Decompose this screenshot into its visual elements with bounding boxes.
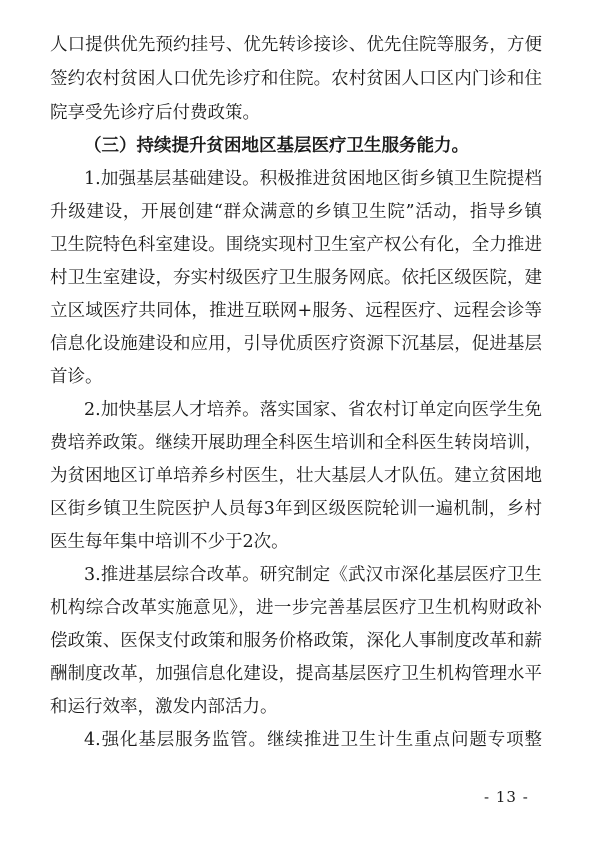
text-line: 签约农村贫困人口优先诊疗和住院。农村贫困人口区内门诊和住	[50, 69, 542, 89]
text-line: 费培养政策。继续开展助理全科医生培训和全科医生转岗培训，	[50, 433, 542, 453]
text-line: 3.推进基层综合改革。研究制定《武汉市深化基层医疗卫生	[84, 565, 542, 585]
text-line: 首诊。	[50, 367, 103, 387]
text-line: 1.加强基层基础建设。积极推进贫困地区街乡镇卫生院提档	[84, 169, 542, 189]
page-number: - 13 -	[484, 788, 529, 806]
text-line: 升级建设，开展创建“群众满意的乡镇卫生院”活动，指导乡镇	[50, 202, 542, 222]
text-line: 信息化设施建设和应用，引导优质医疗资源下沉基层，促进基层	[50, 334, 542, 354]
text-line: 机构综合改革实施意见》，进一步完善基层医疗卫生机构财政补	[50, 598, 542, 618]
text-line: 人口提供优先预约挂号、优先转诊接诊、优先住院等服务，方便	[50, 35, 542, 55]
text-line: 立区域医疗共同体，推进互联网+服务、远程医疗、远程会诊等	[50, 301, 542, 321]
text-line: 为贫困地区订单培养乡村医生，壮大基层人才队伍。建立贫困地	[50, 466, 542, 486]
text-line: 院享受先诊疗后付费政策。	[50, 103, 260, 123]
section-heading: （三）持续提升贫困地区基层医疗卫生服务能力。	[84, 136, 469, 156]
text-line: 和运行效率，激发内部活力。	[50, 697, 278, 717]
text-line: 4.强化基层服务监管。继续推进卫生计生重点问题专项整	[84, 730, 542, 750]
text-line: 2.加快基层人才培养。落实国家、省农村订单定向医学生免	[84, 400, 542, 420]
text-line: 医生每年集中培训不少于2次。	[50, 532, 289, 552]
text-line: 村卫生室建设，夯实村级医疗卫生服务网底。依托区级医院，建	[50, 268, 542, 288]
text-line: 酬制度改革，加强信息化建设，提高基层医疗卫生机构管理水平	[50, 664, 542, 684]
text-line: 卫生院特色科室建设。围绕实现村卫生室产权公有化，全力推进	[50, 235, 542, 255]
text-line: 区街乡镇卫生院医护人员每3年到区级医院轮训一遍机制，乡村	[50, 499, 542, 519]
text-line: 偿政策、医保支付政策和服务价格政策，深化人事制度改革和薪	[50, 631, 542, 651]
